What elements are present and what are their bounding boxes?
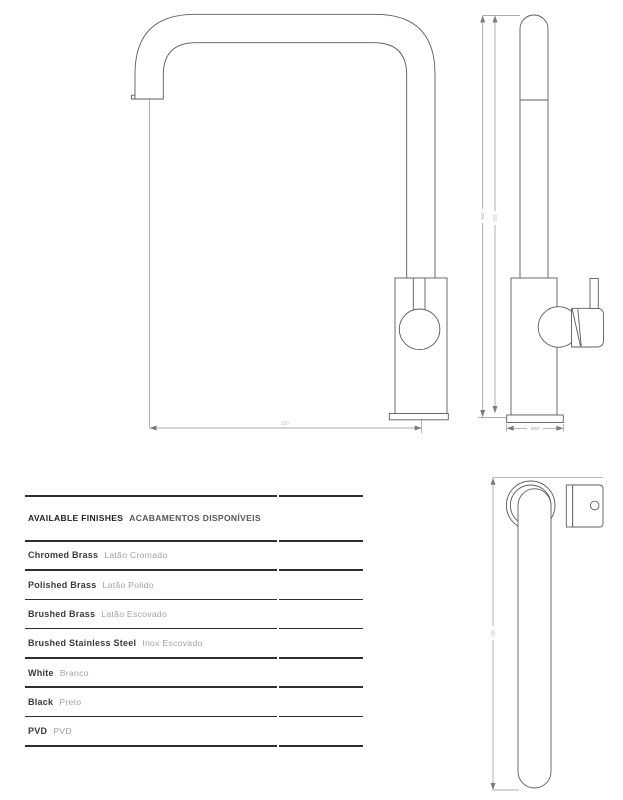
side-height-dimension-outer-label: 340 — [480, 212, 486, 220]
faucet-side-view — [478, 15, 604, 432]
top-length-dimension-label: 220 — [490, 629, 496, 637]
front-reach-dimension-label: 220 — [281, 420, 289, 426]
faucet-top-view — [490, 478, 603, 790]
finish-row-polished-brass — [25, 571, 363, 599]
finishes-header-pt: ACABAMENTOS DISPONÍVEIS — [129, 513, 261, 524]
finish-name-pt: Latão Cromado — [104, 550, 168, 561]
table-rule — [25, 716, 363, 718]
finish-name-pt: Latão Polido — [102, 579, 154, 590]
table-rule — [25, 657, 363, 659]
side-spout-column — [520, 15, 548, 278]
front-aerator-step — [132, 95, 136, 99]
finish-row-white — [25, 659, 363, 687]
finish-name-en: Brushed Brass — [28, 608, 96, 619]
finish-name-pt: Branco — [59, 667, 89, 678]
finish-row-pvd — [25, 717, 363, 745]
finishes-table — [25, 495, 363, 747]
finish-name-en: Polished Brass — [28, 579, 97, 590]
finishes-table-header — [25, 497, 363, 540]
top-handle-hole — [590, 501, 599, 510]
table-rule — [25, 599, 363, 601]
finish-name-pt: Inox Escovado — [142, 638, 203, 649]
front-handle-knob — [399, 309, 440, 350]
table-rule — [25, 569, 363, 571]
table-rule — [25, 686, 363, 688]
finish-row-brushed-brass — [25, 600, 363, 628]
side-lever-stick — [590, 279, 598, 309]
finish-name-pt: Preto — [59, 696, 82, 707]
table-rule — [25, 540, 363, 542]
finish-row-chromed-brass — [25, 542, 363, 570]
finish-row-brushed-stainless-steel — [25, 629, 363, 657]
side-base-dimension-label: Ø50 — [530, 426, 540, 431]
front-base-plate — [389, 414, 448, 420]
finish-name-en: Chromed Brass — [28, 550, 99, 561]
faucet-front-view — [132, 14, 449, 433]
table-rule — [25, 745, 363, 747]
side-height-dimension-inner-label: 325 — [492, 214, 498, 222]
table-rule — [25, 495, 363, 497]
finish-name-pt: PVD — [53, 726, 72, 737]
top-handle-connector — [566, 485, 572, 527]
finishes-header-en: AVAILABLE FINISHES — [28, 513, 124, 524]
finish-name-en: PVD — [28, 726, 48, 737]
top-spout-arm — [518, 489, 551, 788]
finish-name-en: White — [28, 667, 54, 678]
side-base-plate — [507, 415, 564, 423]
front-spout-tube — [135, 14, 435, 278]
table-rule — [25, 628, 363, 630]
finish-name-pt: Latão Escovado — [101, 608, 168, 619]
finish-row-black — [25, 688, 363, 716]
finish-name-en: Black — [28, 696, 54, 707]
side-body — [511, 278, 557, 415]
finish-name-en: Brushed Stainless Steel — [28, 638, 137, 649]
